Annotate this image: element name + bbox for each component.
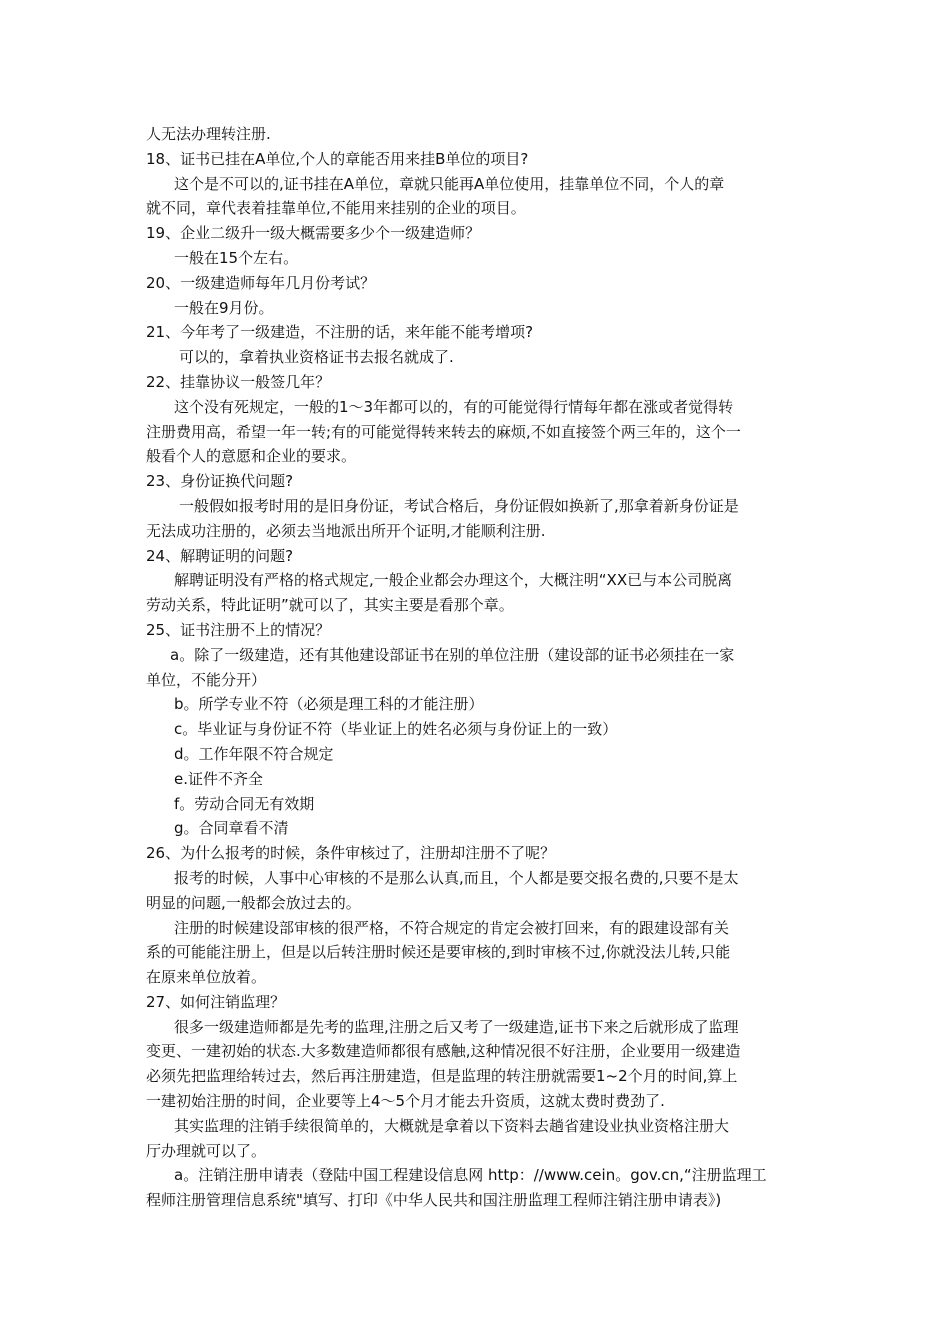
paragraph-line: 程师注册管理信息系统"填写、打印《中华人民共和国注册监理工程师注销注册申请表》) [146, 1191, 722, 1210]
paragraph-line: 劳动关系，特此证明”就可以了，其实主要是看那个章。 [146, 596, 514, 615]
question-heading: 24、解聘证明的问题? [146, 546, 294, 565]
paragraph-line: 一般假如报考时用的是旧身份证，考试合格后，身份证假如换新了,那拿着新身份证是 [179, 496, 739, 515]
paragraph-line: 注册费用高，希望一年一转;有的可能觉得转来转去的麻烦,不如直接签个两三年的，这个一 [146, 422, 741, 441]
paragraph-line: 一般在15个左右。 [174, 248, 299, 267]
question-heading: 19、企业二级升一级大概需要多少个一级建造师？ [146, 224, 481, 243]
question-heading: 25、证书注册不上的情况？ [146, 620, 331, 639]
paragraph-line: 解聘证明没有严格的格式规定,一般企业都会办理这个，大概注明“XX已与本公司脱离 [174, 571, 733, 590]
paragraph-line: 一建初始注册的时间，企业要等上4～5个月才能去升资质，这就太费时费劲了. [146, 1092, 665, 1111]
paragraph-line: d。工作年限不符合规定 [174, 744, 334, 763]
paragraph-line: 其实监理的注销手续很简单的，大概就是拿着以下资料去趟省建设业执业资格注册大 [174, 1116, 730, 1135]
paragraph-line: f。劳动合同无有效期 [174, 794, 315, 813]
paragraph-line: 变更、一建初始的状态.大多数建造师都很有感触,这种情况很不好注册，企业要用一级建造 [146, 1042, 741, 1061]
paragraph-line: 无法成功注册的，必须去当地派出所开个证明,才能顺利注册. [146, 521, 546, 540]
paragraph-line: 注册的时候建设部审核的很严格，不符合规定的肯定会被打回来，有的跟建设部有关 [174, 918, 730, 937]
paragraph-line: 单位，不能分开） [146, 670, 267, 689]
paragraph-line: a。除了一级建造，还有其他建设部证书在别的单位注册（建设部的证书必须挂在一家 [170, 645, 735, 664]
question-heading: 22、挂靠协议一般签几年？ [146, 372, 331, 391]
question-heading: 23、身份证换代问题? [146, 472, 294, 491]
question-heading: 27、如何注销监理？ [146, 992, 286, 1011]
paragraph-line: 可以的，拿着执业资格证书去报名就成了. [179, 348, 454, 367]
paragraph-line: 这个是不可以的,证书挂在A单位，章就只能再A单位使用，挂靠单位不同，个人的章 [174, 174, 725, 193]
question-heading: 20、一级建造师每年几月份考试？ [146, 273, 376, 292]
paragraph-line: 人无法办理转注册. [146, 125, 271, 143]
paragraph-line: e.证件不齐全 [174, 769, 263, 788]
paragraph-line: 一般在9月份。 [174, 298, 274, 317]
question-heading: 21、今年考了一级建造，不注册的话，来年能不能考增项? [146, 323, 534, 342]
paragraph-line: 在原来单位放着。 [146, 968, 267, 987]
paragraph-line: 明显的问题,一般都会放过去的。 [146, 893, 361, 912]
paragraph-line: c。毕业证与身份证不符（毕业证上的姓名必须与身份证上的一致） [174, 720, 618, 739]
paragraph-line: 系的可能能注册上，但是以后转注册时候还是要审核的,到时审核不过,你就没法儿转,只能 [146, 943, 731, 962]
question-heading: 18、证书已挂在A单位,个人的章能否用来挂B单位的项目? [146, 149, 529, 168]
paragraph-line: 就不同，章代表着挂靠单位,不能用来挂别的企业的项目。 [146, 199, 526, 218]
paragraph-line: b。所学专业不符（必须是理工科的才能注册） [174, 695, 484, 714]
paragraph-line: g。合同章看不清 [174, 819, 289, 838]
paragraph-line: a。注销注册申请表（登陆中国工程建设信息网 http：//www.cein。gov.cn,“注册监理工 [174, 1166, 767, 1185]
paragraph-line: 很多一级建造师都是先考的监理,注册之后又考了一级建造,证书下来之后就形成了监理 [174, 1017, 739, 1036]
paragraph-line: 必须先把监理给转过去，然后再注册建造，但是监理的转注册就需要1~2个月的时间,算上 [146, 1067, 738, 1086]
paragraph-line: 般看个人的意愿和企业的要求。 [146, 447, 357, 466]
paragraph-line: 厅办理就可以了。 [146, 1141, 267, 1160]
question-heading: 26、为什么报考的时候，条件审核过了，注册却注册不了呢？ [146, 844, 556, 863]
paragraph-line: 这个没有死规定，一般的1～3年都可以的，有的可能觉得行情每年都在涨或者觉得转 [174, 397, 734, 416]
paragraph-line: 报考的时候，人事中心审核的不是那么认真,而且，个人都是要交报名费的,只要不是太 [174, 868, 739, 887]
